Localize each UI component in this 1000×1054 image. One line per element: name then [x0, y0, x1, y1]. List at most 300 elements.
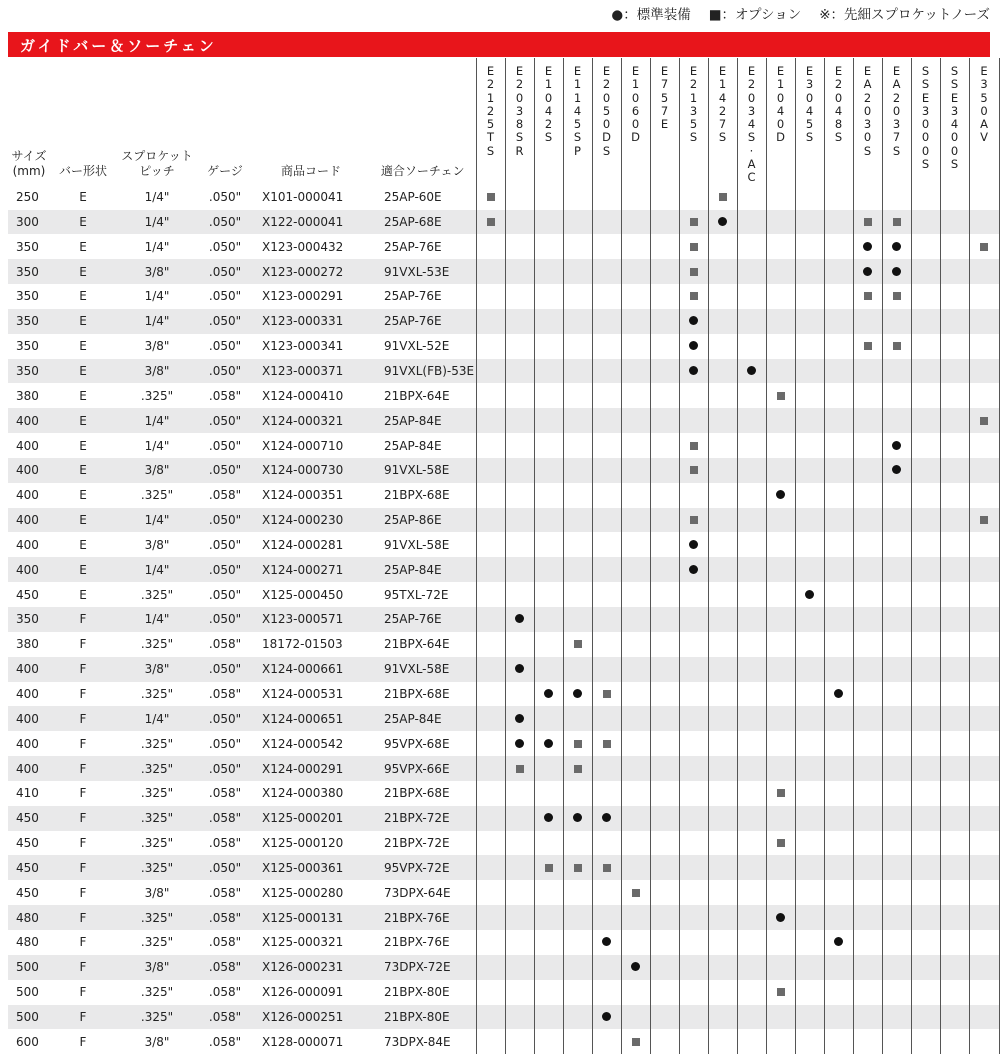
compat-cell	[679, 408, 708, 433]
size-cell: 450	[16, 885, 39, 900]
standard-dot-icon	[892, 441, 901, 450]
compat-cell	[679, 458, 708, 483]
compat-cell	[621, 234, 650, 259]
compat-cell	[592, 632, 621, 657]
compat-cell	[592, 905, 621, 930]
compat-cell	[505, 408, 534, 433]
standard-dot-icon	[834, 937, 843, 946]
compat-cell	[563, 731, 592, 756]
compat-cell	[592, 284, 621, 309]
model-header	[824, 58, 853, 185]
model-label: E 7 5 7 E	[660, 64, 669, 132]
chain-cell: 91VXL-58E	[370, 657, 476, 682]
bar-shape-cell: E	[50, 309, 116, 334]
compat-cell	[824, 1005, 853, 1030]
gauge-cell: .050"	[208, 736, 242, 751]
chain-cell: 21BPX-64E	[384, 388, 450, 403]
compat-cell	[708, 259, 737, 284]
table-row	[8, 483, 999, 508]
compat-cell	[534, 980, 563, 1005]
compat-cell	[563, 483, 592, 508]
standard-dot-icon	[892, 465, 901, 474]
compat-cell	[505, 781, 534, 806]
compat-cell	[563, 433, 592, 458]
bar-shape-cell: F	[79, 836, 87, 851]
standard-dot-icon	[689, 341, 698, 350]
chain-cell: 91VXL-58E	[384, 537, 450, 552]
gauge-cell: .050"	[198, 408, 252, 433]
compat-cell	[476, 607, 505, 632]
compat-cell	[766, 706, 795, 731]
size-cell: 450	[16, 836, 39, 851]
code-cell: X126-000091	[262, 985, 344, 1000]
compat-cell	[795, 1029, 824, 1054]
compat-cell	[534, 706, 563, 731]
compat-cell	[969, 781, 999, 806]
option-square-icon	[574, 740, 582, 748]
compat-cell	[679, 557, 708, 582]
option-square-icon	[864, 218, 872, 226]
compat-cell	[534, 905, 563, 930]
compat-cell	[911, 831, 940, 856]
bar-shape-cell: E	[50, 408, 116, 433]
compat-cell	[476, 1005, 505, 1030]
option-square-icon	[690, 243, 698, 251]
option-square-icon	[864, 292, 872, 300]
compat-cell	[737, 706, 766, 731]
compat-cell	[795, 334, 824, 359]
compat-cell	[824, 309, 853, 334]
table-row	[8, 880, 999, 905]
compat-cell	[476, 408, 505, 433]
compat-cell	[795, 632, 824, 657]
compat-cell	[766, 607, 795, 632]
compat-cell	[679, 259, 708, 284]
gauge-cell: .058"	[208, 388, 242, 403]
compat-cell	[679, 880, 708, 905]
gauge-cell: .058"	[208, 786, 242, 801]
code-cell: X124-000271	[252, 557, 370, 582]
size-cell: 400	[16, 537, 39, 552]
compat-cell	[679, 632, 708, 657]
compat-cell	[621, 383, 650, 408]
compat-cell	[563, 905, 592, 930]
compat-cell	[679, 831, 708, 856]
compat-cell	[853, 955, 882, 980]
compat-cell	[853, 781, 882, 806]
compat-cell	[534, 433, 563, 458]
compat-cell	[476, 806, 505, 831]
chain-cell: 95VPX-68E	[384, 736, 450, 751]
compat-cell	[882, 980, 911, 1005]
compat-cell	[795, 210, 824, 235]
header-size-label: サイズ	[11, 148, 47, 163]
compat-cell	[882, 210, 911, 235]
compat-cell	[708, 1005, 737, 1030]
option-square-icon	[980, 243, 988, 251]
compat-cell	[853, 234, 882, 259]
chain-cell: 25AP-84E	[370, 557, 476, 582]
compat-cell	[737, 756, 766, 781]
compat-cell	[679, 682, 708, 707]
gauge-cell: .050"	[208, 537, 242, 552]
compat-cell	[505, 433, 534, 458]
compat-cell	[969, 657, 999, 682]
model-label: E 2 0 3 8 S R	[515, 64, 524, 158]
compat-cell	[505, 607, 534, 632]
compat-cell	[853, 682, 882, 707]
gauge-cell: .050"	[198, 557, 252, 582]
option-square-icon	[632, 889, 640, 897]
compat-cell	[766, 334, 795, 359]
compat-cell	[766, 855, 795, 880]
compat-cell	[795, 930, 824, 955]
compat-cell	[795, 955, 824, 980]
compat-cell	[824, 210, 853, 235]
bar-shape-cell: F	[50, 855, 116, 880]
compat-cell	[969, 532, 999, 557]
compat-cell	[969, 632, 999, 657]
compat-cell	[708, 557, 737, 582]
code-cell: X124-000281	[262, 537, 344, 552]
compat-cell	[476, 880, 505, 905]
compat-cell	[969, 309, 999, 334]
compat-cell	[679, 607, 708, 632]
size-cell: 400	[8, 408, 50, 433]
gauge-cell: .050"	[198, 259, 252, 284]
compat-cell	[940, 955, 969, 980]
model-header	[911, 58, 940, 185]
compat-cell	[534, 309, 563, 334]
compat-cell	[940, 284, 969, 309]
compat-cell	[505, 657, 534, 682]
compat-cell	[795, 284, 824, 309]
code-cell: X123-000571	[252, 607, 370, 632]
compat-cell	[505, 508, 534, 533]
compat-cell	[534, 383, 563, 408]
compat-cell	[505, 1029, 534, 1054]
standard-dot-icon	[776, 490, 785, 499]
compat-cell	[766, 210, 795, 235]
option-square-icon	[690, 218, 698, 226]
header-code: 商品コード	[280, 163, 341, 178]
model-label: E 2 0 5 0 D S	[602, 64, 611, 158]
compat-cell	[940, 309, 969, 334]
pitch-cell: 1/4"	[144, 289, 170, 304]
compat-cell	[853, 185, 882, 210]
compat-cell	[824, 632, 853, 657]
compat-cell	[476, 930, 505, 955]
compat-cell	[737, 930, 766, 955]
option-square-icon	[893, 292, 901, 300]
option-square-icon	[603, 740, 611, 748]
compat-cell	[882, 408, 911, 433]
model-label: E 1 0 4 0 D	[776, 64, 785, 145]
compat-cell	[940, 607, 969, 632]
compat-cell	[708, 284, 737, 309]
code-cell: X124-000542	[262, 736, 344, 751]
compat-cell	[534, 607, 563, 632]
code-cell: X125-000131	[252, 905, 370, 930]
compat-cell	[853, 259, 882, 284]
compat-cell	[563, 1005, 592, 1030]
compat-cell	[766, 632, 795, 657]
compat-cell	[853, 532, 882, 557]
code-cell: X124-000730	[252, 458, 370, 483]
compat-cell	[940, 855, 969, 880]
compat-cell	[534, 682, 563, 707]
standard-dot-icon	[892, 242, 901, 251]
compat-cell	[824, 855, 853, 880]
compat-cell	[650, 359, 679, 384]
compat-cell	[737, 259, 766, 284]
chain-cell: 25AP-76E	[384, 239, 442, 254]
pitch-cell: 3/8"	[144, 339, 170, 354]
pitch-cell: 1/4"	[144, 438, 170, 453]
compat-cell	[650, 284, 679, 309]
bar-shape-cell: E	[79, 488, 87, 503]
standard-dot-icon	[863, 242, 872, 251]
compat-cell	[563, 756, 592, 781]
compat-cell	[940, 781, 969, 806]
compat-cell	[824, 731, 853, 756]
gauge-cell: .058"	[208, 686, 242, 701]
code-cell: X125-000450	[262, 587, 344, 602]
model-header	[737, 58, 766, 185]
model-label: E 2 1 3 5 S	[689, 64, 698, 145]
bar-shape-cell: E	[50, 557, 116, 582]
compat-cell	[650, 905, 679, 930]
model-header	[969, 58, 999, 185]
pitch-cell: .325"	[140, 388, 174, 403]
compat-cell	[882, 508, 911, 533]
size-cell: 400	[8, 458, 50, 483]
compat-cell	[882, 284, 911, 309]
compat-cell	[708, 1029, 737, 1054]
compat-cell	[969, 458, 999, 483]
compat-cell	[766, 508, 795, 533]
compat-cell	[708, 433, 737, 458]
compat-cell	[505, 731, 534, 756]
compat-cell	[592, 582, 621, 607]
header-pitch-line1: スプロケット	[121, 148, 193, 163]
compat-cell	[882, 657, 911, 682]
compat-cell	[737, 185, 766, 210]
compat-cell	[621, 508, 650, 533]
compat-cell	[911, 980, 940, 1005]
compat-cell	[969, 980, 999, 1005]
option-square-icon	[603, 690, 611, 698]
compat-cell	[911, 1029, 940, 1054]
header-bar-shape: バー形状	[58, 163, 107, 178]
compat-cell	[882, 855, 911, 880]
compat-cell	[650, 458, 679, 483]
compat-cell	[853, 806, 882, 831]
model-header	[534, 58, 563, 185]
compat-cell	[679, 756, 708, 781]
table-row	[8, 731, 999, 756]
compat-cell	[621, 632, 650, 657]
compat-cell	[592, 433, 621, 458]
size-cell: 400	[16, 736, 39, 751]
bar-shape-cell: F	[50, 955, 116, 980]
chain-cell: 21BPX-64E	[384, 637, 450, 652]
compat-cell	[969, 706, 999, 731]
model-label: E 1 0 4 2 S	[544, 64, 553, 145]
compat-cell	[969, 210, 999, 235]
compat-cell	[911, 682, 940, 707]
gauge-cell: .050"	[198, 458, 252, 483]
chain-cell: 91VXL-53E	[370, 259, 476, 284]
pitch-cell: 1/4"	[116, 408, 198, 433]
bar-shape-cell: F	[50, 756, 116, 781]
pitch-cell: .325"	[140, 985, 174, 1000]
compat-cell	[476, 731, 505, 756]
compat-cell	[592, 508, 621, 533]
compat-cell	[505, 185, 534, 210]
compat-cell	[882, 259, 911, 284]
compat-cell	[534, 930, 563, 955]
code-cell: X101-000041	[262, 190, 344, 205]
compat-cell	[969, 930, 999, 955]
compat-cell	[824, 383, 853, 408]
compat-cell	[708, 508, 737, 533]
compat-cell	[621, 930, 650, 955]
chain-cell: 91VXL-58E	[370, 458, 476, 483]
size-cell: 500	[8, 1005, 50, 1030]
chain-cell: 21BPX-68E	[384, 686, 450, 701]
compat-cell	[679, 706, 708, 731]
compat-cell	[476, 259, 505, 284]
compat-cell	[476, 756, 505, 781]
compat-cell	[592, 806, 621, 831]
compat-cell	[708, 532, 737, 557]
compat-cell	[534, 185, 563, 210]
table-row	[8, 359, 999, 384]
compat-cell	[505, 359, 534, 384]
compat-cell	[534, 855, 563, 880]
compat-cell	[621, 458, 650, 483]
compat-cell	[650, 806, 679, 831]
compat-cell	[737, 532, 766, 557]
compat-cell	[940, 905, 969, 930]
compat-cell	[505, 334, 534, 359]
standard-dot-icon	[834, 689, 843, 698]
compat-cell	[969, 408, 999, 433]
compat-cell	[534, 483, 563, 508]
bar-shape-cell: E	[79, 339, 87, 354]
compat-cell	[505, 632, 534, 657]
model-header	[853, 58, 882, 185]
chain-cell: 25AP-84E	[370, 408, 476, 433]
compat-cell	[737, 781, 766, 806]
compat-cell	[708, 756, 737, 781]
code-cell: X124-000380	[262, 786, 344, 801]
compat-cell	[563, 383, 592, 408]
size-cell: 350	[8, 309, 50, 334]
chain-cell: 21BPX-72E	[384, 836, 450, 851]
compat-cell	[882, 806, 911, 831]
chain-cell: 25AP-68E	[370, 210, 476, 235]
compat-cell	[592, 657, 621, 682]
compat-cell	[534, 1005, 563, 1030]
compat-cell	[766, 359, 795, 384]
compat-cell	[708, 880, 737, 905]
compat-cell	[476, 855, 505, 880]
compat-cell	[911, 657, 940, 682]
model-header	[766, 58, 795, 185]
bar-shape-cell: E	[79, 190, 87, 205]
pitch-cell: 1/4"	[116, 607, 198, 632]
compat-cell	[534, 781, 563, 806]
model-header	[621, 58, 650, 185]
model-label: E 2 1 2 5 T S	[486, 64, 495, 158]
compat-cell	[563, 458, 592, 483]
chain-cell: 25AP-84E	[370, 706, 476, 731]
compat-cell	[911, 210, 940, 235]
compat-cell	[911, 284, 940, 309]
compat-cell	[795, 433, 824, 458]
compat-cell	[969, 855, 999, 880]
compat-cell	[592, 756, 621, 781]
compat-cell	[737, 234, 766, 259]
compat-cell	[708, 706, 737, 731]
compat-cell	[766, 905, 795, 930]
compat-cell	[940, 259, 969, 284]
compat-cell	[940, 557, 969, 582]
compat-cell	[969, 831, 999, 856]
compat-cell	[853, 607, 882, 632]
size-cell: 480	[8, 905, 50, 930]
compat-cell	[882, 383, 911, 408]
legend-option: ■：オプション	[708, 7, 802, 23]
pitch-cell: .325"	[116, 855, 198, 880]
compat-cell	[534, 458, 563, 483]
compat-cell	[592, 930, 621, 955]
model-header	[795, 58, 824, 185]
compat-cell	[708, 657, 737, 682]
compat-cell	[592, 383, 621, 408]
compat-cell	[766, 284, 795, 309]
compat-cell	[824, 185, 853, 210]
compat-cell	[534, 259, 563, 284]
gauge-cell: .050"	[208, 289, 242, 304]
compat-cell	[679, 855, 708, 880]
compat-cell	[592, 309, 621, 334]
compat-cell	[534, 1029, 563, 1054]
compat-cell	[911, 259, 940, 284]
model-label: E 2 0 3 4 S · A C	[747, 64, 756, 185]
code-cell: 18172-01503	[262, 637, 343, 652]
size-cell: 400	[8, 557, 50, 582]
compat-cell	[476, 831, 505, 856]
gauge-cell: .050"	[198, 657, 252, 682]
size-cell: 400	[8, 508, 50, 533]
compat-cell	[650, 682, 679, 707]
compat-cell	[650, 657, 679, 682]
compat-cell	[766, 880, 795, 905]
compat-cell	[824, 955, 853, 980]
compat-cell	[621, 880, 650, 905]
compat-cell	[940, 334, 969, 359]
compat-cell	[679, 905, 708, 930]
compat-cell	[592, 955, 621, 980]
option-square-icon	[893, 218, 901, 226]
compat-cell	[766, 657, 795, 682]
bar-shape-cell: E	[50, 359, 116, 384]
compat-cell	[505, 309, 534, 334]
model-header	[650, 58, 679, 185]
